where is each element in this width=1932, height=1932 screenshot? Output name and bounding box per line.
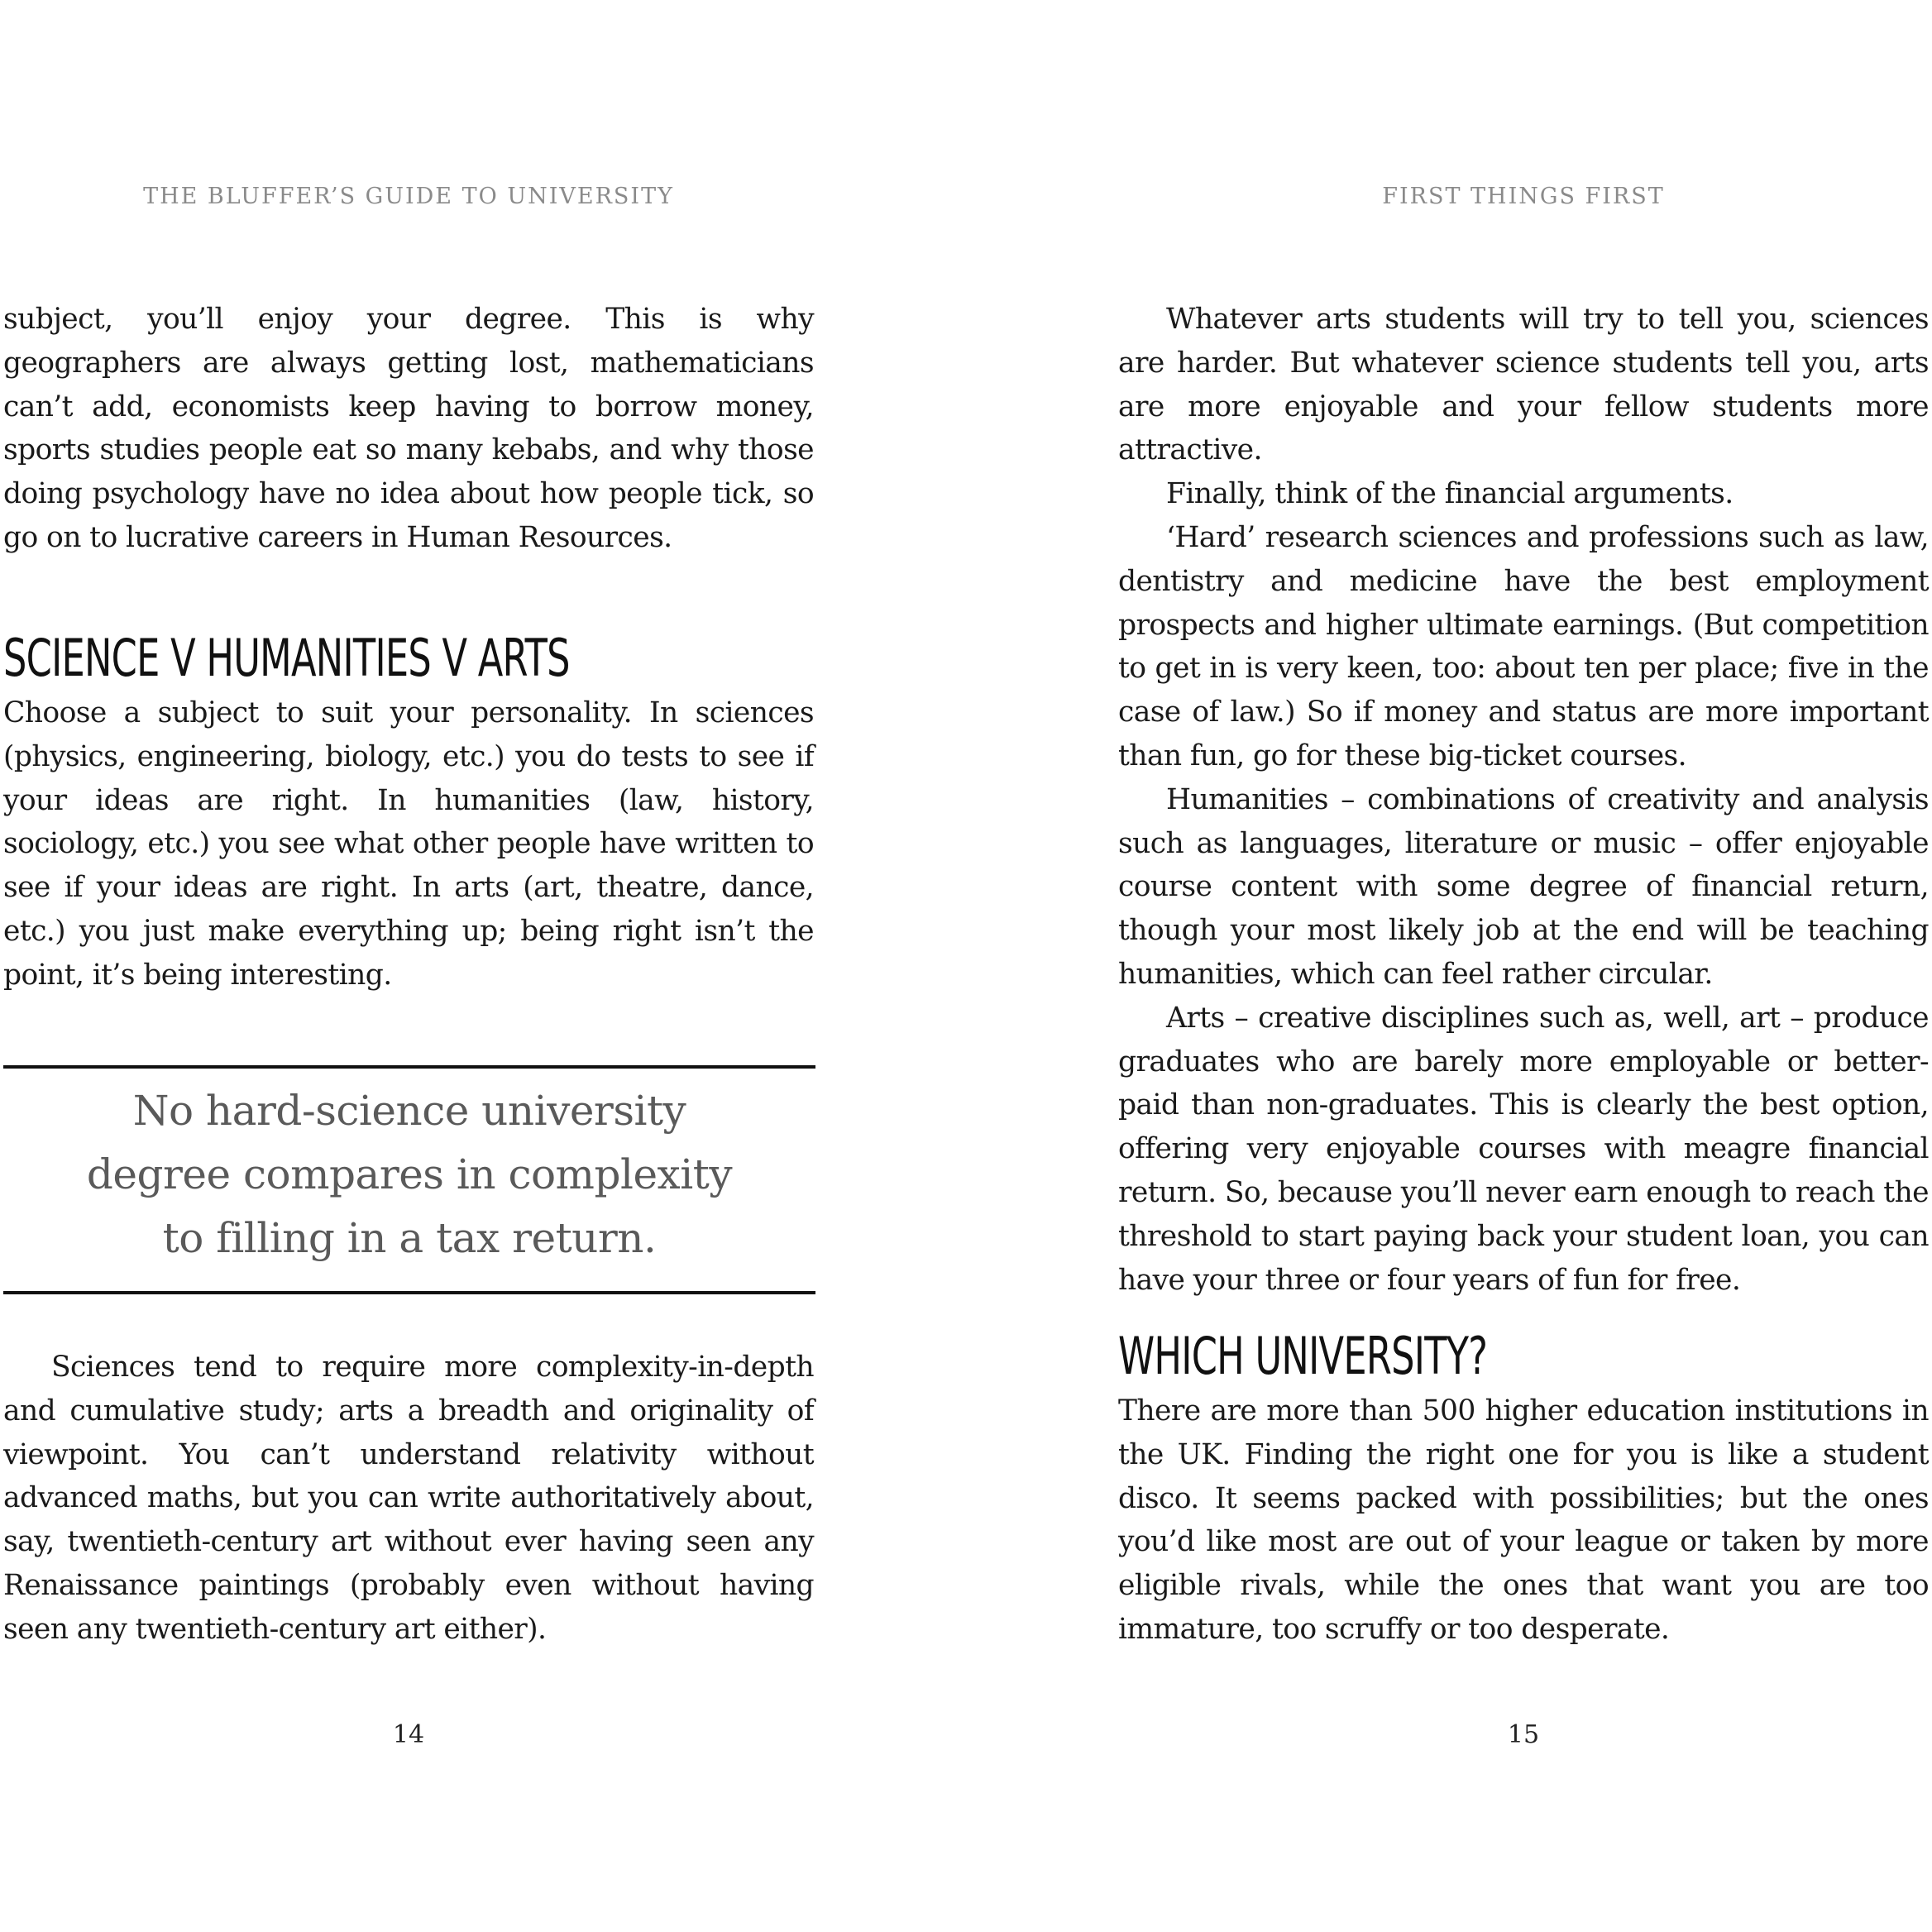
paragraph-hard-sciences: ‘Hard’ research sciences and professions such as law, dentistry and medicine have the best employment prospects and higher ultimate earnings. (But competition to get in is very keen, too: about ten per place; five in the case of law.) So if money and status are more important than fun, go for these big-ticket courses. — [1118, 520, 1929, 772]
opening-text-block — [3, 298, 814, 560]
which-university-text-block — [1118, 1389, 1929, 1652]
right-text-block — [1118, 298, 1929, 1302]
section-heading-science-humanities-arts: SCIENCE V HUMANITIES V ARTS — [3, 628, 570, 688]
opening-paragraph: subject, you’ll enjoy your degree. This is why geographers are always getting lost, mathematicians can’t add, economists keep having to borrow money, sports studies people eat so many kebabs, and why those doing psychology have no idea about how people tick, so go on to lucrative careers in Human Resources. — [3, 303, 814, 554]
paragraph-financial-arguments: Finally, think of the financial arguments. — [1166, 477, 1734, 511]
science-arts-paragraph: Choose a subject to suit your personality. In sciences (physics, engineering, biology, etc.) you do tests to see if your ideas are right. In humanities (law, history, sociology, etc.) you see what other people have written to see if your ideas are right. In arts (art, theatre, dance, etc.) you just make everything up; being right isn’t the point, it’s being interesting. — [3, 696, 814, 992]
science-arts-text-block — [3, 691, 814, 997]
section-heading-which-university: WHICH UNIVERSITY? — [1118, 1326, 1488, 1386]
which-university-paragraph: There are more than 500 higher education institutions in the UK. Finding the right one for you is like a student disco. It seems packed with possibilities; but the ones you’d like most are out of your league or taken by more eligible rivals, while the ones that want you are too immature, too scruffy or too desperate. — [1118, 1394, 1929, 1646]
closing-paragraph: Sciences tend to require more complexity-in-depth and cumulative study; arts a breadth and originality of viewpoint. You can’t understand relativity without advanced maths, but you can write authoritatively about, say, twentieth-century art without ever having seen any Renaissance paintings (probably even without having seen any twentieth-century art either). — [3, 1351, 814, 1646]
paragraph-humanities: Humanities – combinations of creativity and analysis such as languages, literature or music – offer enjoyable course content with some degree of financial return, though your most likely job at the end will be teaching humanities, which can feel rather circular. — [1118, 782, 1929, 991]
pull-quote-line-2: degree compares in complexity — [86, 1150, 733, 1198]
pull-quote-bottom-rule — [3, 1291, 815, 1294]
paragraph-arts: Arts – creative disciplines such as, well, art – produce graduates who are barely more employable or better-paid than non-graduates. This is clearly the best option, offering very enjoyable courses with meagre financial return. So, because you’ll never earn enough to reach the threshold to start paying back your student loan, you can have your three or four years of fun for free. — [1118, 1001, 1929, 1297]
pull-quote-top-rule — [3, 1065, 815, 1069]
running-head-right: FIRST THINGS FIRST — [1382, 184, 1665, 209]
closing-text-block — [3, 1346, 814, 1652]
pull-quote-line-3: to filling in a tax return. — [162, 1214, 657, 1262]
page-number-right: 15 — [1507, 1720, 1540, 1749]
page-number-left: 14 — [392, 1720, 425, 1749]
pull-quote-line-1: No hard-science university — [132, 1087, 686, 1135]
running-head-left: THE BLUFFER’S GUIDE TO UNIVERSITY — [143, 184, 674, 209]
paragraph-sciences-harder: Whatever arts students will try to tell you, sciences are harder. But whatever science students tell you, arts are more enjoyable and your fellow students more attractive. — [1118, 303, 1929, 467]
pull-quote — [3, 1079, 815, 1270]
right-page — [1118, 0, 1929, 1932]
left-page — [3, 0, 814, 1932]
